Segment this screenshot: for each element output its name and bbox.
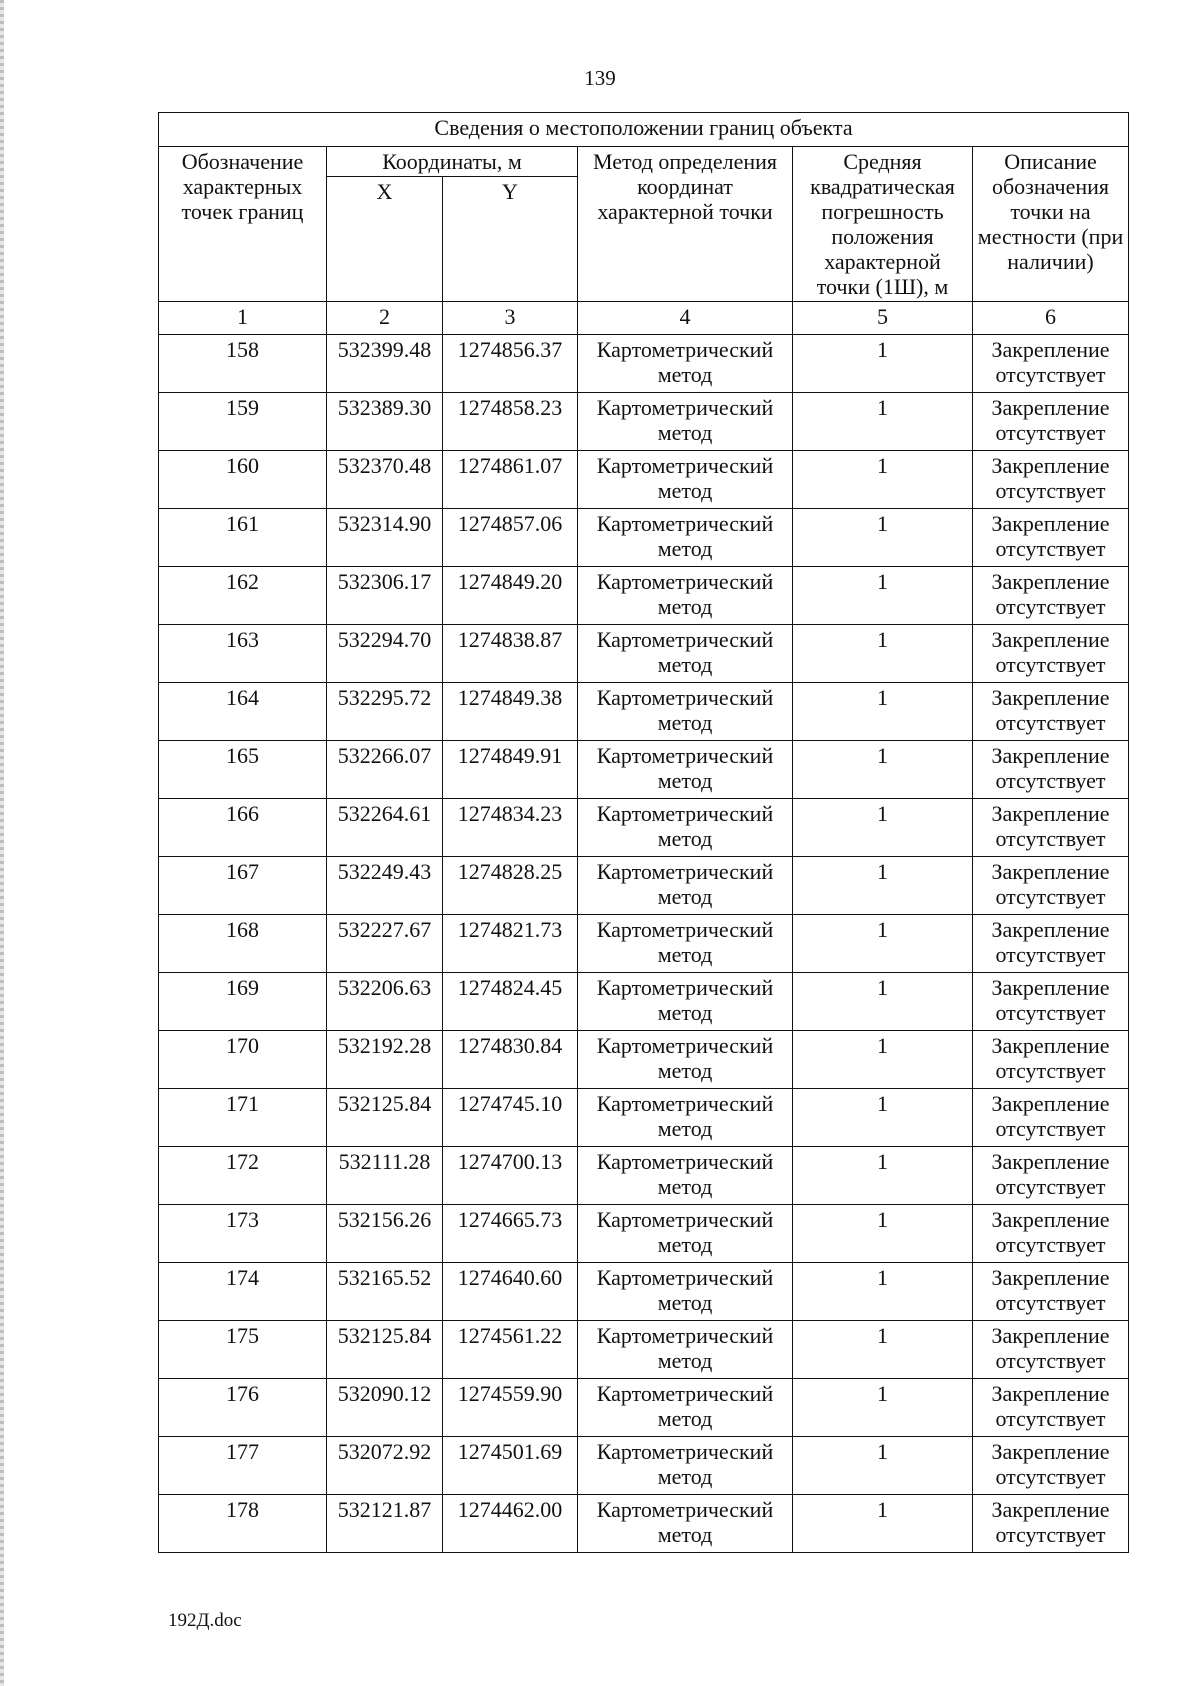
cell-y: 1274849.91: [443, 741, 578, 799]
cell-y: 1274849.38: [443, 683, 578, 741]
cell-point: 161: [159, 509, 327, 567]
cell-error: 1: [793, 1205, 973, 1263]
cell-point: 166: [159, 799, 327, 857]
cell-error: 1: [793, 683, 973, 741]
table-row: [159, 915, 1129, 973]
cell-x: 532314.90: [327, 509, 443, 567]
table-row: [159, 973, 1129, 1031]
cell-error: 1: [793, 973, 973, 1031]
cell-y: 1274830.84: [443, 1031, 578, 1089]
cell-method: Картометрический метод: [578, 567, 793, 625]
table-row: [159, 1263, 1129, 1321]
cell-y: 1274745.10: [443, 1089, 578, 1147]
cell-description: Закрепление отсутствует: [973, 509, 1129, 567]
cell-x: 532156.26: [327, 1205, 443, 1263]
table-row: [159, 1495, 1129, 1553]
cell-description: Закрепление отсутствует: [973, 1379, 1129, 1437]
cell-x: 532165.52: [327, 1263, 443, 1321]
cell-x: 532121.87: [327, 1495, 443, 1553]
cell-x: 532264.61: [327, 799, 443, 857]
cell-error: 1: [793, 1147, 973, 1205]
cell-error: 1: [793, 335, 973, 393]
cell-error: 1: [793, 451, 973, 509]
cell-y: 1274858.23: [443, 393, 578, 451]
table-row: [159, 393, 1129, 451]
cell-description: Закрепление отсутствует: [973, 1205, 1129, 1263]
table-row: [159, 1437, 1129, 1495]
cell-description: Закрепление отсутствует: [973, 799, 1129, 857]
footer-filename: 192Д.doc: [168, 1610, 242, 1631]
page-number: 139: [584, 66, 616, 90]
cell-description: Закрепление отсутствует: [973, 1495, 1129, 1553]
cell-method: Картометрический метод: [578, 857, 793, 915]
cell-description: Закрепление отсутствует: [973, 1031, 1129, 1089]
cell-description: Закрепление отсутствует: [973, 335, 1129, 393]
boundary-points-table: [158, 112, 1129, 1553]
cell-y: 1274838.87: [443, 625, 578, 683]
cell-error: 1: [793, 915, 973, 973]
cell-method: Картометрический метод: [578, 1147, 793, 1205]
cell-y: 1274561.22: [443, 1321, 578, 1379]
cell-description: Закрепление отсутствует: [973, 567, 1129, 625]
cell-point: 167: [159, 857, 327, 915]
column-number: 3: [443, 302, 578, 335]
column-number: 1: [159, 302, 327, 335]
table-row: [159, 335, 1129, 393]
cell-method: Картометрический метод: [578, 799, 793, 857]
cell-x: 532125.84: [327, 1089, 443, 1147]
cell-description: Закрепление отсутствует: [973, 857, 1129, 915]
cell-error: 1: [793, 567, 973, 625]
table-row: [159, 857, 1129, 915]
cell-method: Картометрический метод: [578, 393, 793, 451]
cell-y: 1274828.25: [443, 857, 578, 915]
cell-point: 172: [159, 1147, 327, 1205]
table-row: [159, 1031, 1129, 1089]
cell-point: 171: [159, 1089, 327, 1147]
cell-y: 1274856.37: [443, 335, 578, 393]
table-row: [159, 799, 1129, 857]
cell-description: Закрепление отсутствует: [973, 1089, 1129, 1147]
cell-method: Картометрический метод: [578, 1031, 793, 1089]
cell-x: 532295.72: [327, 683, 443, 741]
header-error: Средняя квадратическая погрешность положения характерной точки (1Ш), м: [793, 147, 973, 302]
cell-point: 173: [159, 1205, 327, 1263]
cell-x: 532370.48: [327, 451, 443, 509]
cell-description: Закрепление отсутствует: [973, 683, 1129, 741]
cell-error: 1: [793, 1031, 973, 1089]
cell-error: 1: [793, 1089, 973, 1147]
cell-description: Закрепление отсутствует: [973, 1437, 1129, 1495]
cell-point: 163: [159, 625, 327, 683]
header-description: Описание обозначения точки на местности (при наличии): [973, 147, 1129, 302]
cell-error: 1: [793, 857, 973, 915]
header-x: X: [327, 177, 443, 302]
cell-y: 1274834.23: [443, 799, 578, 857]
cell-x: 532227.67: [327, 915, 443, 973]
cell-method: Картометрический метод: [578, 683, 793, 741]
cell-point: 176: [159, 1379, 327, 1437]
cell-description: Закрепление отсутствует: [973, 1263, 1129, 1321]
cell-x: 532294.70: [327, 625, 443, 683]
table-row: [159, 451, 1129, 509]
cell-x: 532389.30: [327, 393, 443, 451]
cell-x: 532206.63: [327, 973, 443, 1031]
cell-point: 169: [159, 973, 327, 1031]
cell-error: 1: [793, 393, 973, 451]
cell-method: Картометрический метод: [578, 1205, 793, 1263]
cell-point: 159: [159, 393, 327, 451]
cell-y: 1274861.07: [443, 451, 578, 509]
table-row: [159, 1205, 1129, 1263]
cell-point: 164: [159, 683, 327, 741]
table-row: [159, 683, 1129, 741]
cell-y: 1274559.90: [443, 1379, 578, 1437]
column-number: 4: [578, 302, 793, 335]
cell-y: 1274462.00: [443, 1495, 578, 1553]
cell-method: Картометрический метод: [578, 915, 793, 973]
cell-y: 1274665.73: [443, 1205, 578, 1263]
cell-point: 174: [159, 1263, 327, 1321]
table-body: [159, 335, 1129, 1553]
cell-error: 1: [793, 509, 973, 567]
header-coordinates: Координаты, м: [327, 147, 578, 177]
table-row: [159, 625, 1129, 683]
cell-error: 1: [793, 625, 973, 683]
cell-point: 165: [159, 741, 327, 799]
cell-description: Закрепление отсутствует: [973, 973, 1129, 1031]
cell-error: 1: [793, 799, 973, 857]
cell-error: 1: [793, 1379, 973, 1437]
cell-point: 170: [159, 1031, 327, 1089]
scan-edge: [0, 0, 4, 1686]
cell-point: 168: [159, 915, 327, 973]
cell-y: 1274700.13: [443, 1147, 578, 1205]
column-number: 5: [793, 302, 973, 335]
cell-error: 1: [793, 741, 973, 799]
cell-description: Закрепление отсутствует: [973, 915, 1129, 973]
cell-point: 178: [159, 1495, 327, 1553]
table-row: [159, 741, 1129, 799]
cell-point: 160: [159, 451, 327, 509]
cell-method: Картометрический метод: [578, 625, 793, 683]
column-number: 6: [973, 302, 1129, 335]
cell-error: 1: [793, 1321, 973, 1379]
cell-x: 532072.92: [327, 1437, 443, 1495]
cell-x: 532399.48: [327, 335, 443, 393]
cell-x: 532306.17: [327, 567, 443, 625]
cell-error: 1: [793, 1263, 973, 1321]
cell-method: Картометрический метод: [578, 1379, 793, 1437]
table-row: [159, 509, 1129, 567]
table-row: [159, 1321, 1129, 1379]
cell-point: 177: [159, 1437, 327, 1495]
cell-description: Закрепление отсутствует: [973, 1321, 1129, 1379]
cell-error: 1: [793, 1437, 973, 1495]
cell-description: Закрепление отсутствует: [973, 393, 1129, 451]
table-row: [159, 567, 1129, 625]
table-row: [159, 1379, 1129, 1437]
cell-description: Закрепление отсутствует: [973, 1147, 1129, 1205]
cell-point: 175: [159, 1321, 327, 1379]
column-numbers-row: [159, 302, 1129, 335]
header-y: Y: [443, 177, 578, 302]
cell-method: Картометрический метод: [578, 1321, 793, 1379]
cell-point: 158: [159, 335, 327, 393]
column-number: 2: [327, 302, 443, 335]
table-row: [159, 1147, 1129, 1205]
cell-method: Картометрический метод: [578, 1263, 793, 1321]
table-caption: Сведения о местоположении границ объекта: [159, 113, 1129, 147]
cell-method: Картометрический метод: [578, 741, 793, 799]
cell-description: Закрепление отсутствует: [973, 741, 1129, 799]
cell-x: 532125.84: [327, 1321, 443, 1379]
cell-y: 1274501.69: [443, 1437, 578, 1495]
cell-point: 162: [159, 567, 327, 625]
cell-description: Закрепление отсутствует: [973, 625, 1129, 683]
cell-method: Картометрический метод: [578, 509, 793, 567]
cell-error: 1: [793, 1495, 973, 1553]
cell-y: 1274824.45: [443, 973, 578, 1031]
cell-y: 1274821.73: [443, 915, 578, 973]
cell-y: 1274640.60: [443, 1263, 578, 1321]
cell-x: 532249.43: [327, 857, 443, 915]
cell-x: 532111.28: [327, 1147, 443, 1205]
header-point: Обозначение характерных точек границ: [159, 147, 327, 302]
cell-method: Картометрический метод: [578, 973, 793, 1031]
cell-y: 1274849.20: [443, 567, 578, 625]
cell-description: Закрепление отсутствует: [973, 451, 1129, 509]
cell-x: 532192.28: [327, 1031, 443, 1089]
cell-x: 532266.07: [327, 741, 443, 799]
cell-method: Картометрический метод: [578, 451, 793, 509]
cell-x: 532090.12: [327, 1379, 443, 1437]
cell-method: Картометрический метод: [578, 1437, 793, 1495]
cell-method: Картометрический метод: [578, 1089, 793, 1147]
table-row: [159, 1089, 1129, 1147]
cell-method: Картометрический метод: [578, 1495, 793, 1553]
cell-y: 1274857.06: [443, 509, 578, 567]
header-method: Метод определения координат характерной точки: [578, 147, 793, 302]
cell-method: Картометрический метод: [578, 335, 793, 393]
